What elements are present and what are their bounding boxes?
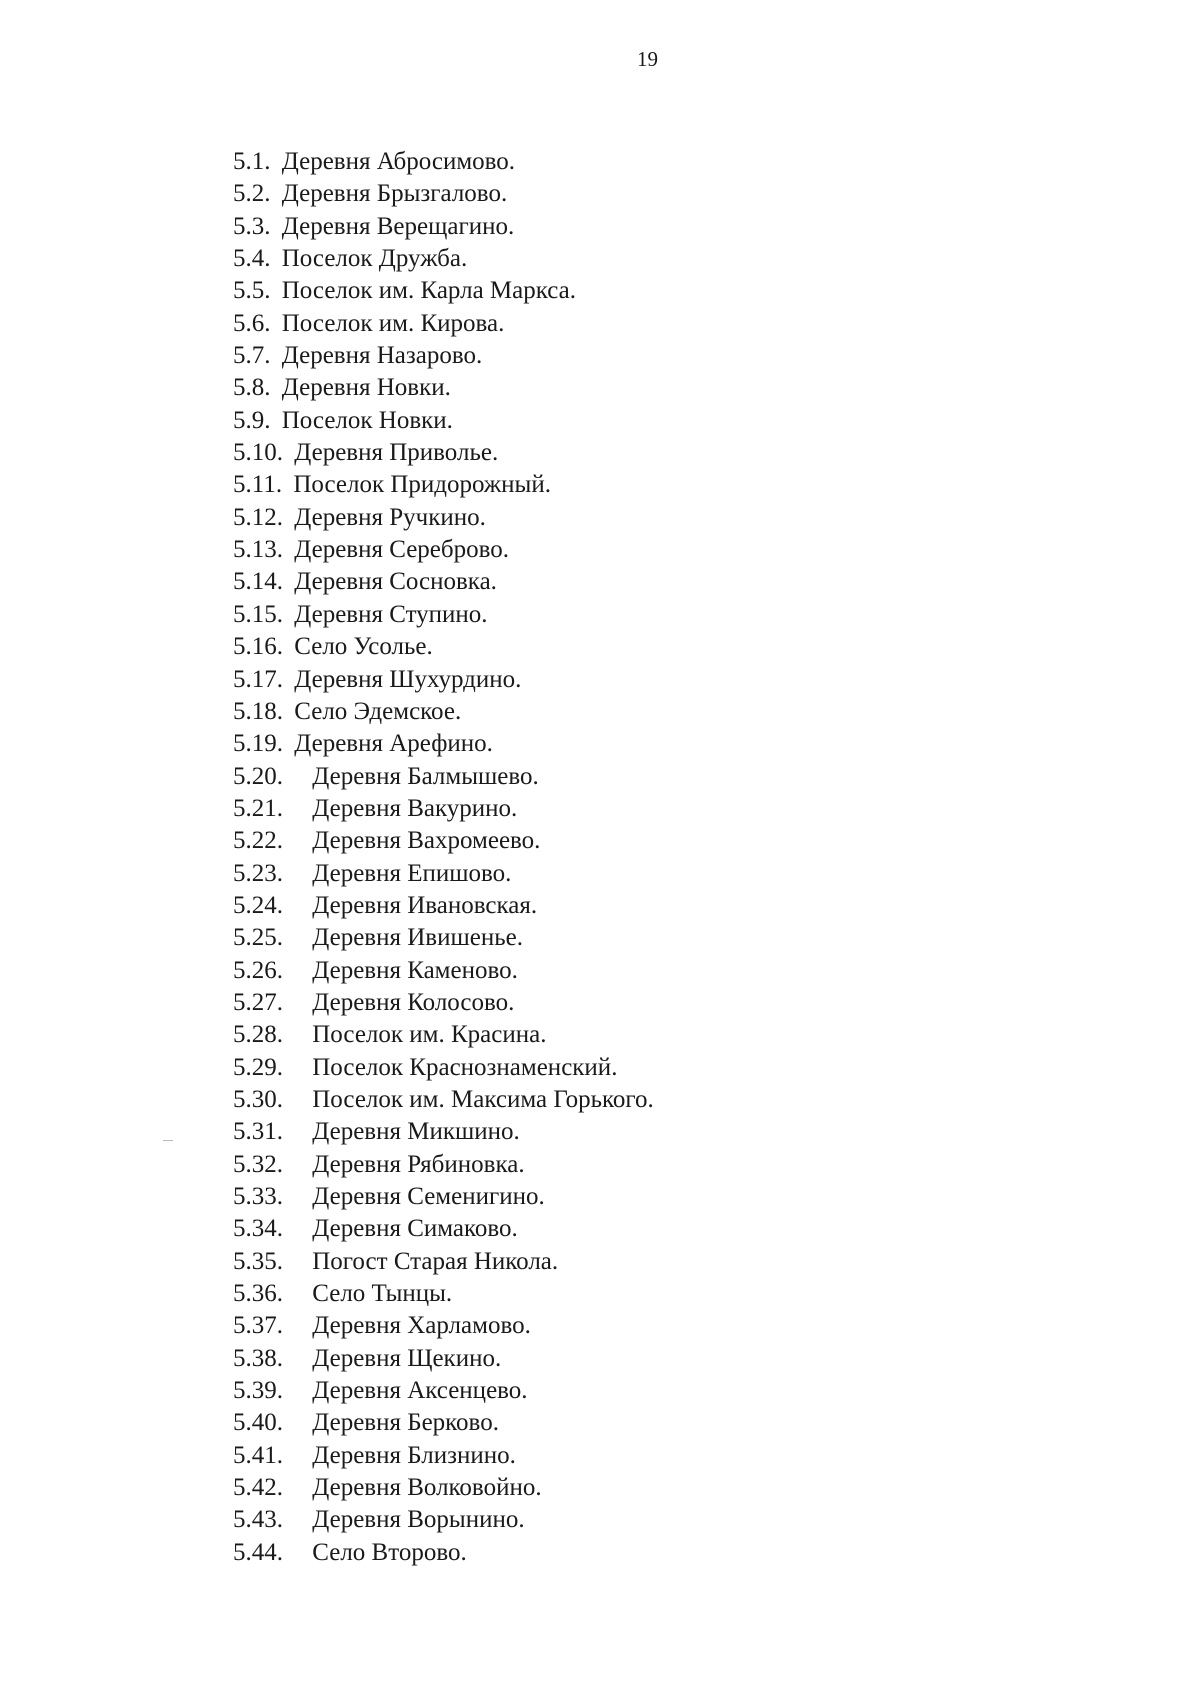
list-item	[233, 793, 654, 825]
list-item	[233, 1375, 654, 1407]
list-item	[233, 696, 654, 728]
settlement-name: Деревня Вакурино.	[312, 794, 518, 822]
settlement-name: Деревня Рябиновка.	[312, 1150, 525, 1178]
settlement-list	[233, 146, 654, 1569]
list-item	[233, 146, 654, 178]
list-item	[233, 1472, 654, 1504]
list-item	[233, 340, 654, 372]
page-number: 19	[637, 47, 658, 71]
list-item	[233, 987, 654, 1019]
item-number: 5.8.	[233, 374, 271, 402]
settlement-name: Деревня Приволье.	[294, 439, 499, 467]
settlement-name: Деревня Назарово.	[281, 342, 483, 370]
list-item	[233, 761, 654, 793]
item-number: 5.42.	[233, 1474, 283, 1502]
settlement-name: Деревня Аксенцево.	[312, 1377, 528, 1405]
settlement-name: Поселок им. Кирова.	[281, 309, 505, 337]
item-number: 5.33.	[233, 1183, 283, 1210]
item-number: 5.35.	[233, 1247, 283, 1275]
list-item	[233, 825, 654, 857]
list-item	[233, 1440, 654, 1472]
settlement-name: Деревня Волковойно.	[312, 1474, 542, 1502]
list-item	[233, 469, 654, 501]
list-item	[233, 372, 654, 404]
item-number: 5.40.	[233, 1409, 283, 1437]
item-number: 5.34.	[233, 1215, 283, 1243]
list-item	[233, 1019, 654, 1051]
item-number: 5.10.	[233, 439, 283, 467]
item-number: 5.6.	[233, 309, 271, 337]
settlement-name: Деревня Шухурдино.	[294, 665, 522, 693]
settlement-name: Поселок Краснознаменский.	[312, 1053, 618, 1081]
item-number: 5.19.	[233, 730, 283, 758]
list-item	[233, 955, 654, 987]
settlement-name: Поселок Дружба.	[281, 245, 468, 273]
settlement-name: Деревня Симаково.	[312, 1215, 518, 1243]
item-number: 5.12.	[233, 503, 283, 531]
item-number: 5.7.	[233, 342, 271, 370]
item-number: 5.9.	[233, 406, 271, 434]
list-item	[233, 1343, 654, 1375]
item-number: 5.36.	[233, 1280, 283, 1308]
list-item	[233, 1213, 654, 1245]
settlement-name: Деревня Каменово.	[312, 956, 518, 984]
settlement-name: Деревня Семенигино.	[312, 1183, 545, 1210]
item-number: 5.3.	[233, 212, 271, 240]
settlement-name: Деревня Сереброво.	[294, 536, 510, 564]
item-number: 5.31.	[233, 1118, 283, 1146]
settlement-name: Деревня Харламово.	[312, 1312, 531, 1340]
list-item	[233, 922, 654, 954]
list-item	[233, 599, 654, 631]
item-number: 5.38.	[233, 1344, 283, 1372]
item-number: 5.20.	[233, 762, 283, 790]
list-item	[233, 1181, 654, 1213]
item-number: 5.32.	[233, 1150, 283, 1178]
settlement-name: Деревня Ворынино.	[312, 1506, 525, 1534]
settlement-name: Деревня Новки.	[281, 374, 451, 402]
item-number: 5.27.	[233, 988, 283, 1016]
settlement-name: Погост Старая Никола.	[312, 1247, 559, 1275]
settlement-name: Поселок им. Карла Маркса.	[281, 277, 577, 305]
list-item	[233, 664, 654, 696]
item-number: 5.25.	[233, 924, 283, 952]
settlement-name: Деревня Епишово.	[312, 859, 512, 887]
item-number: 5.44.	[233, 1538, 283, 1566]
item-number: 5.26.	[233, 956, 283, 984]
item-number: 5.22.	[233, 827, 283, 855]
item-number: 5.23.	[233, 859, 283, 887]
list-item	[233, 437, 654, 469]
list-item	[233, 502, 654, 534]
list-item	[233, 405, 654, 437]
item-number: 5.28.	[233, 1021, 283, 1049]
item-number: 5.30.	[233, 1085, 283, 1113]
settlement-name: Село Усолье.	[294, 633, 433, 661]
settlement-name: Деревня Колосово.	[312, 988, 515, 1016]
settlement-name: Деревня Ивановская.	[312, 891, 538, 919]
list-item	[233, 1278, 654, 1310]
settlement-name: Поселок Новки.	[281, 406, 453, 434]
list-item	[233, 566, 654, 598]
settlement-name: Деревня Ивишенье.	[312, 924, 523, 952]
item-number: 5.29.	[233, 1053, 283, 1081]
list-item	[233, 1149, 654, 1181]
item-number: 5.17.	[233, 665, 283, 693]
list-item	[233, 890, 654, 922]
settlement-name: Деревня Вахромеево.	[312, 827, 541, 855]
list-item	[233, 1407, 654, 1439]
list-item	[233, 178, 654, 210]
list-item	[233, 243, 654, 275]
settlement-name: Деревня Ручкино.	[294, 503, 486, 531]
settlement-name: Село Тынцы.	[312, 1280, 453, 1308]
item-number: 5.1.	[233, 148, 271, 175]
settlement-name: Деревня Абросимово.	[281, 148, 516, 175]
item-number: 5.18.	[233, 697, 283, 725]
settlement-name: Деревня Брызгалово.	[281, 180, 508, 208]
settlement-name: Деревня Щекино.	[312, 1344, 502, 1372]
item-number: 5.43.	[233, 1506, 283, 1534]
list-item	[233, 1116, 654, 1148]
list-item	[233, 631, 654, 663]
item-number: 5.14.	[233, 568, 283, 596]
list-item	[233, 211, 654, 243]
settlement-name: Деревня Микшино.	[312, 1118, 520, 1146]
item-number: 5.11.	[233, 471, 283, 499]
item-number: 5.4.	[233, 245, 271, 273]
list-item	[233, 534, 654, 566]
settlement-name: Село Второво.	[312, 1538, 467, 1566]
settlement-name: Деревня Близнино.	[312, 1441, 516, 1469]
list-item	[233, 858, 654, 890]
item-number: 5.2.	[233, 180, 271, 208]
item-number: 5.21.	[233, 794, 283, 822]
item-number: 5.13.	[233, 536, 283, 564]
margin-mark	[163, 1140, 173, 1141]
list-item	[233, 308, 654, 340]
list-item	[233, 1084, 654, 1116]
settlement-name: Деревня Берково.	[312, 1409, 499, 1437]
item-number: 5.16.	[233, 633, 283, 661]
settlement-name: Деревня Сосновка.	[294, 568, 497, 596]
item-number: 5.41.	[233, 1441, 283, 1469]
list-item	[233, 275, 654, 307]
item-number: 5.24.	[233, 891, 283, 919]
settlement-name: Поселок им. Красина.	[312, 1021, 547, 1049]
settlement-name: Поселок им. Максима Горького.	[312, 1085, 654, 1113]
item-number: 5.37.	[233, 1312, 283, 1340]
list-item	[233, 1310, 654, 1342]
item-number: 5.15.	[233, 600, 283, 628]
list-item	[233, 1052, 654, 1084]
item-number: 5.5.	[233, 277, 271, 305]
settlement-name: Деревня Арефино.	[294, 730, 493, 758]
settlement-name: Деревня Верещагино.	[281, 212, 515, 240]
list-item	[233, 1504, 654, 1536]
settlement-name: Село Эдемское.	[294, 697, 462, 725]
list-item	[233, 1246, 654, 1278]
list-item	[233, 1537, 654, 1569]
list-item	[233, 728, 654, 760]
settlement-name: Поселок Придорожный.	[293, 471, 551, 499]
settlement-name: Деревня Балмышево.	[312, 762, 539, 790]
item-number: 5.39.	[233, 1377, 283, 1405]
settlement-name: Деревня Ступино.	[294, 600, 488, 628]
